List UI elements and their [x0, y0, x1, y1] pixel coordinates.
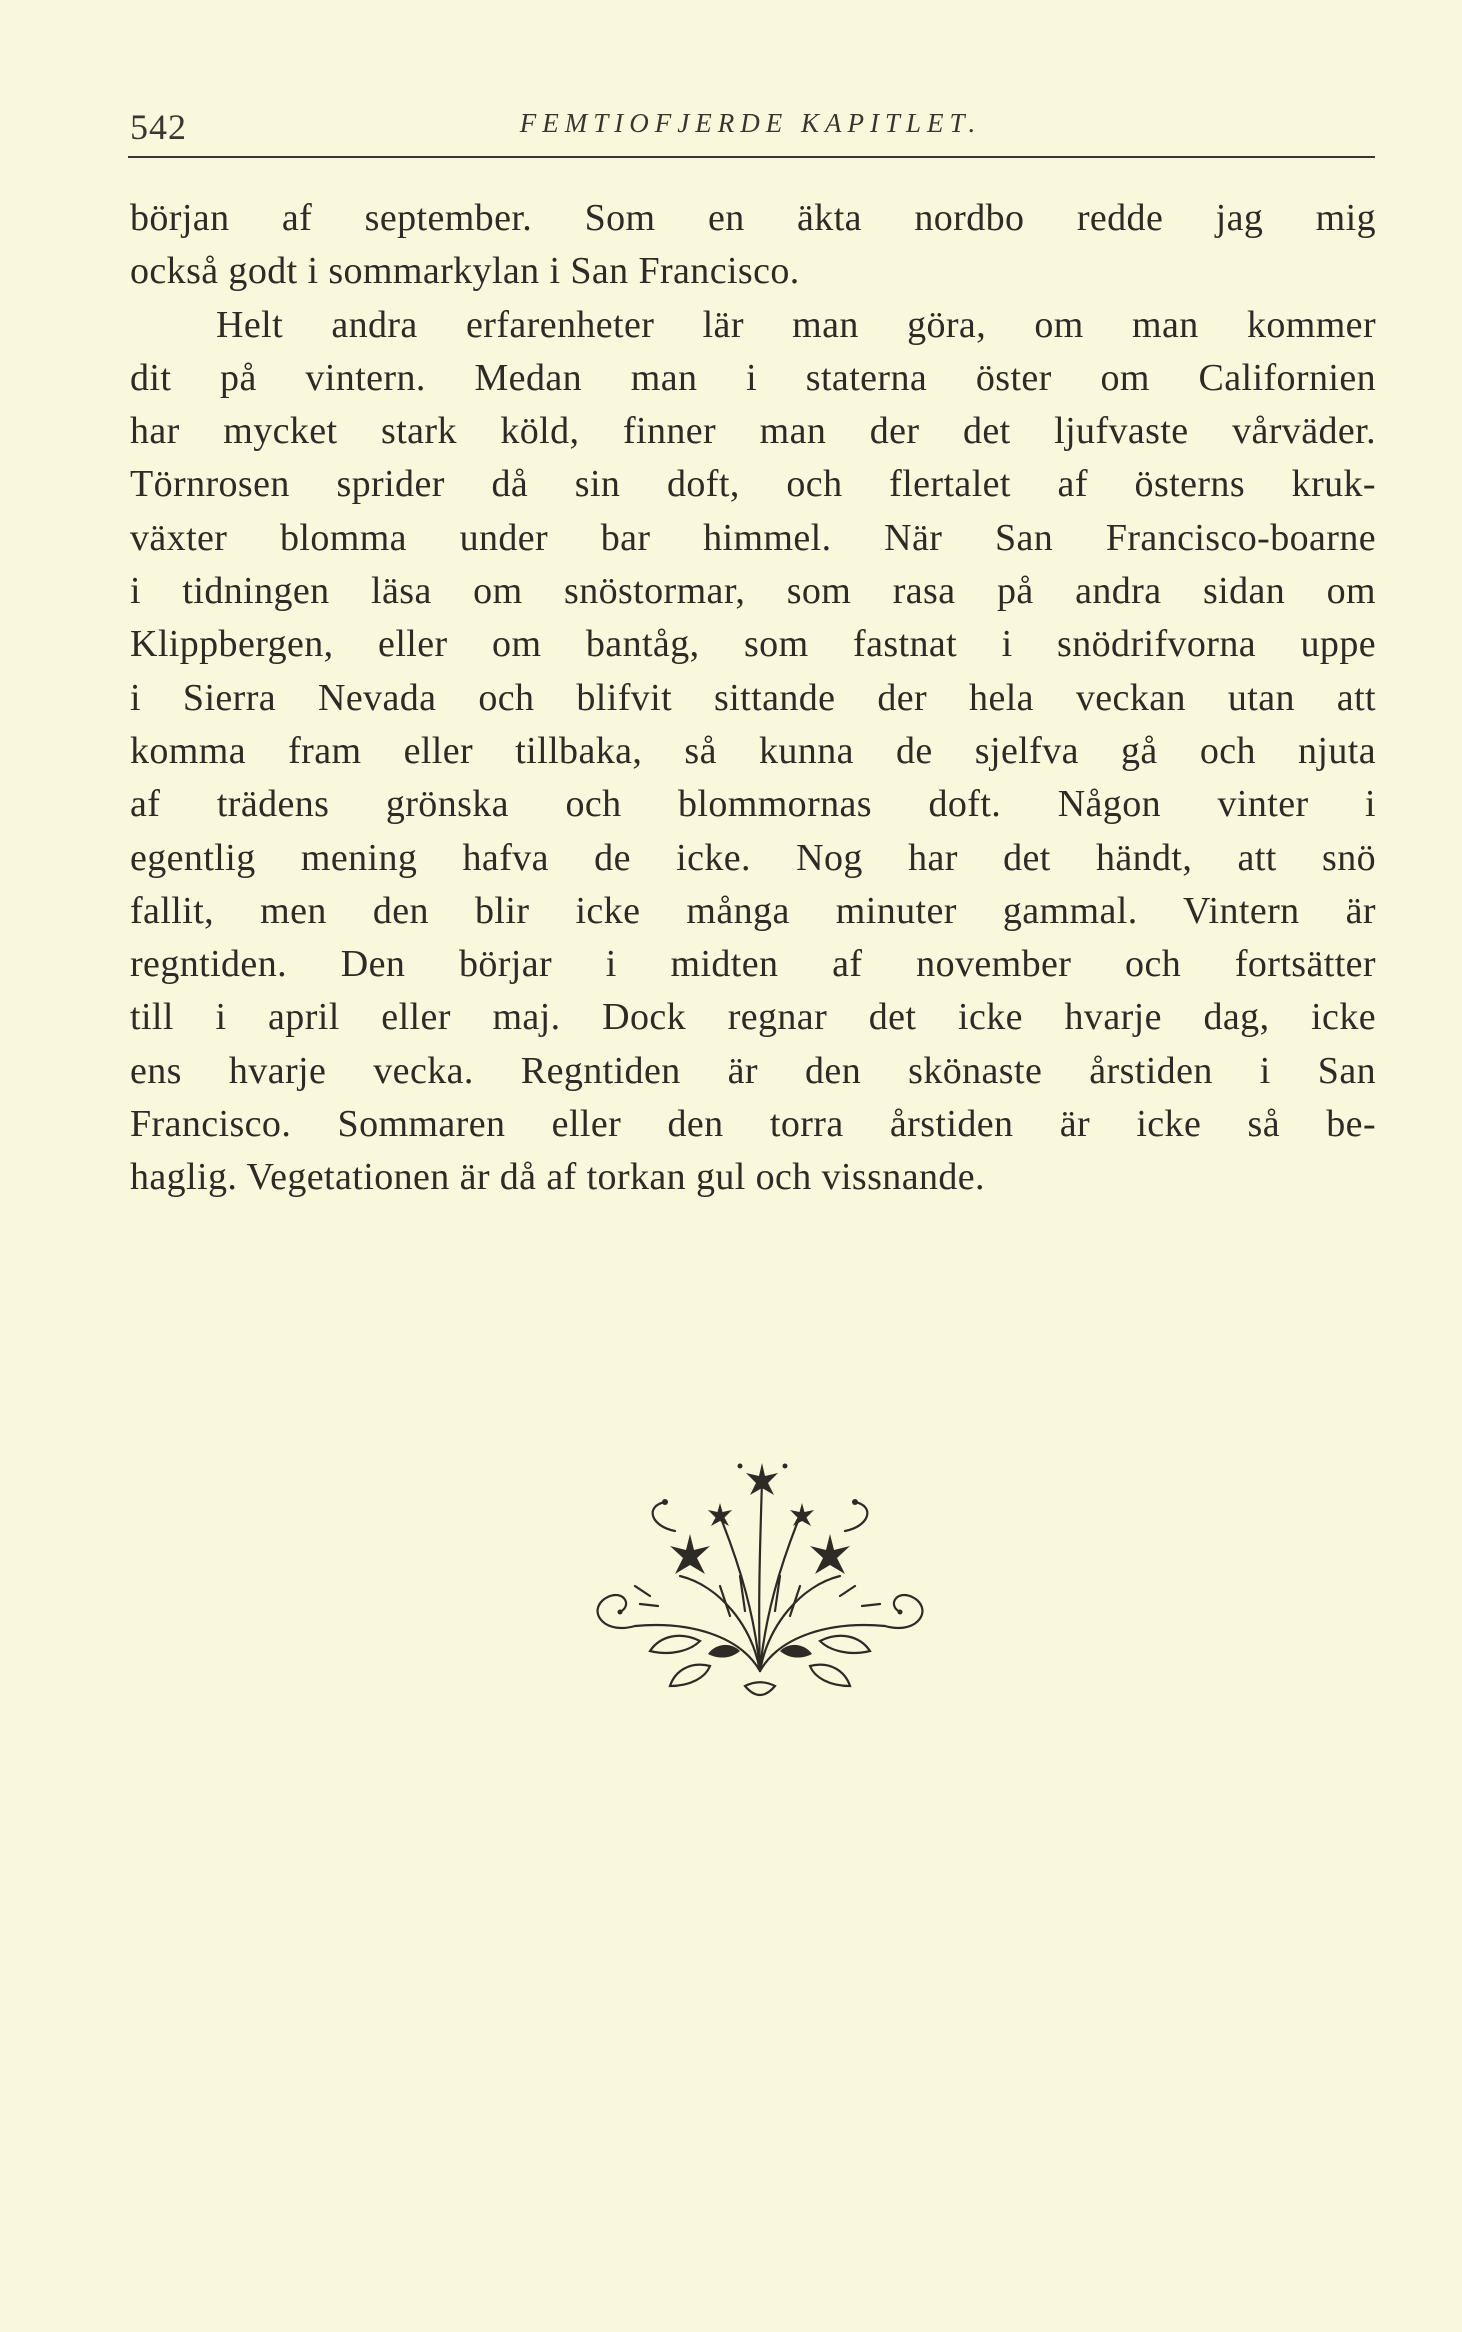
- text-line: till i april eller maj. Dock regnar det icke hvarje dag, icke: [130, 996, 1376, 1039]
- text-line: komma fram eller tillbaka, så kunna de sjelfva gå och njuta: [130, 729, 1376, 772]
- text-line: fallit, men den blir icke många minuter gammal. Vintern är: [130, 889, 1376, 932]
- text-line: Francisco. Sommaren eller den torra årstiden är icke så be-: [130, 1103, 1376, 1146]
- floral-vignette-icon: [540, 1436, 980, 1716]
- page-number: 542: [130, 107, 187, 147]
- page-header: [128, 96, 1373, 146]
- body-text: [130, 192, 1376, 1205]
- text-line: början af september. Som en äkta nordbo redde jag mig: [130, 197, 1376, 239]
- text-line: haglig. Vegetationen är då af torkan gul och vissnande.: [130, 1156, 985, 1199]
- header-rule: [128, 156, 1375, 158]
- text-line: Helt andra erfarenheter lär man göra, om man kommer: [216, 303, 1376, 346]
- text-line: Törnrosen sprider då sin doft, och flertalet af österns kruk-: [130, 463, 1376, 506]
- text-line: växter blomma under bar himmel. När San Francisco-boarne: [130, 516, 1376, 559]
- text-line: i tidningen läsa om snöstormar, som rasa på andra sidan om: [130, 570, 1376, 613]
- text-line: egentlig mening hafva de icke. Nog har det händt, att snö: [130, 836, 1376, 879]
- text-line: i Sierra Nevada och blifvit sittande der hela veckan utan att: [130, 676, 1376, 719]
- running-head: FEMTIOFJERDE KAPITLET.: [519, 108, 982, 138]
- text-line: också godt i sommarkylan i San Francisco.: [130, 250, 800, 293]
- text-line: dit på vintern. Medan man i staterna öster om Californien: [130, 356, 1376, 399]
- text-line: Klippbergen, eller om bantåg, som fastnat i snödrifvorna uppe: [130, 623, 1376, 666]
- text-line: regntiden. Den börjar i midten af november och fortsätter: [130, 943, 1376, 986]
- text-line: af trädens grönska och blommornas doft. Någon vinter i: [130, 783, 1376, 826]
- text-line: ens hvarje vecka. Regntiden är den skönaste årstiden i San: [130, 1049, 1376, 1092]
- text-line: har mycket stark köld, finner man der det ljufvaste vårväder.: [130, 410, 1376, 453]
